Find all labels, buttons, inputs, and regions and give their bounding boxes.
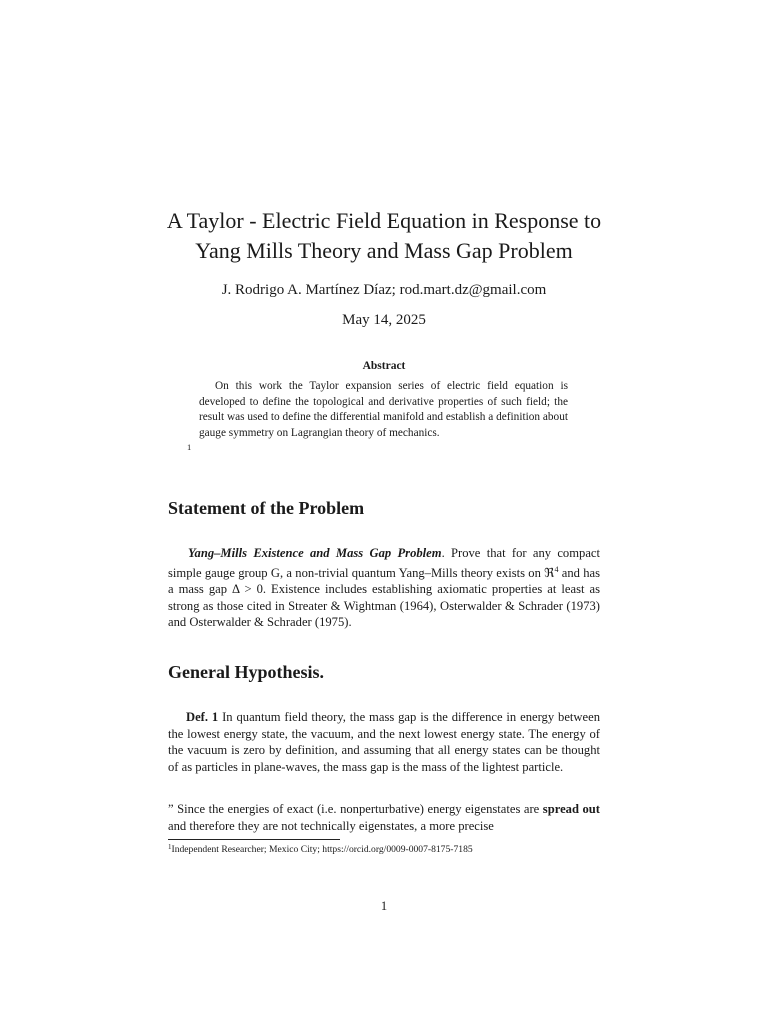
paper-title-line-2: Yang Mills Theory and Mass Gap Problem [195, 238, 573, 263]
definition-paragraph [168, 709, 600, 775]
real-space-symbol: ℜ [544, 565, 555, 580]
abstract-heading: Abstract [362, 360, 406, 372]
definition-text: In quantum field theory, the mass gap is the difference in energy between the lowest energy state, the vacuum, and the next lowest energy state. The energy of the vacuum is zero by definition, and assuming that all energy states can be thought of as particles in plane-waves, the mass gap is the mass of the lightest particle. [168, 710, 600, 774]
footnote-rule [168, 839, 340, 840]
quote-text-end: and therefore they are not technically eigenstates, a more precise [168, 818, 494, 833]
publication-date: May 14, 2025 [342, 312, 426, 328]
section-heading-hypothesis: General Hypothesis. [168, 662, 324, 682]
section-heading-statement: Statement of the Problem [168, 498, 365, 518]
quote-bold-text: spread out [542, 802, 600, 816]
problem-name: Yang–Mills Existence and Mass Gap Problem [188, 546, 442, 560]
problem-statement-paragraph [168, 545, 600, 631]
quote-paragraph [168, 801, 600, 834]
quote-text-start: ” Since the energies of exact (i.e. nonperturbative) energy eigenstates are [168, 802, 543, 816]
footnote-mark: 1 [168, 843, 172, 851]
footnote-text: Independent Researcher; Mexico City; https://orcid.org/0009-0007-8175-7185 [171, 844, 473, 855]
paper-title [100, 206, 668, 266]
real-space-exponent: 4 [554, 564, 559, 574]
problem-text-part-2: and has a mass gap Δ > 0. Existence includes establishing axiomatic properties at least as strong as those cited in Streater & Wightman (1964), Osterwalder & Schrader (1973) and Osterwalder & Schrader (1975). [168, 565, 600, 630]
abstract-body: On this work the Taylor expansion series of electric field equation is developed to define the topological and derivative properties of such field; the result was used to define the differential manifold and establish a definition about gauge symmetry on Lagrangian theory of mechanics. [199, 380, 568, 439]
abstract-footnote-mark: 1 [187, 442, 192, 452]
paper-title-line-1: A Taylor - Electric Field Equation in Response to [166, 208, 602, 233]
footnote [168, 841, 600, 856]
author-line: J. Rodrigo A. Martínez Díaz; rod.mart.dz@gmail.com [221, 282, 547, 298]
definition-label: Def. 1 [186, 710, 219, 724]
page-number: 1 [380, 899, 388, 913]
problem-text-part-1: . Prove that for any compact simple gauge group G, a non-trivial quantum Yang–Mills theory exists on [168, 546, 601, 580]
